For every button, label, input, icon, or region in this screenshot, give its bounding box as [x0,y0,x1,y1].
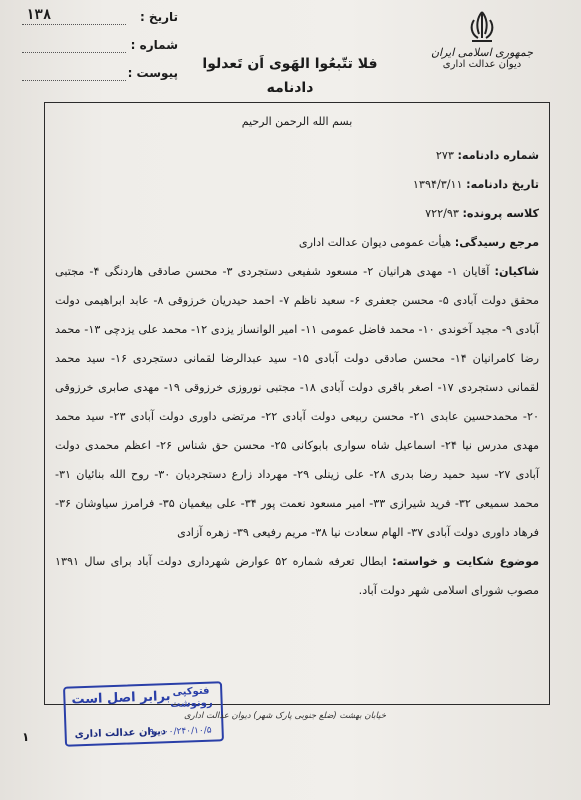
footer-address: خیابان بهشت (ضلع جنوبی پارک شهر) دیوان عدالت اداری [184,711,386,721]
verdict-number-line [55,141,539,170]
authority: هیأت عمومی دیوان عدالت اداری [298,236,452,249]
stamp-title: برابر اصل است [71,689,171,708]
number-label: شماره : [130,38,178,52]
case-number-line [55,199,539,228]
complainants-list: آقایان ۱- مهدی هرانیان ۲- مسعود شفیعی دستجردی ۳- محسن صادقی هاردنگی ۴- مجتبی محقق دولت آبادی ۵- محسن جعفری ۶- سعید ناظم ۷- احمد حیدریان خرزوقی ۸- عابد ابراهیمی دولت آبادی ۹- مجید آخوندی ۱۰- محمد فاضل عمومی ۱۱- امیر الوانساز یزدی ۱۲- محمد علی یزدچی ۱۳- محمد رضا کامرانیان ۱۴- محسن صادقی دولت آبادی ۱۵- سید عبدالرضا لقمانی دستجردی ۱۶- سید محمد لقمانی دستجردی ۱۷- اصغر باقری دولت آبادی ۱۸- مجتبی نوروزی خرزوقی ۱۹- مهدی صابری خرزوقی ۲۰- محمدحسین عابدی ۲۱- محسن ربیعی دولت آبادی ۲۲- مرتضی داوری دولت آبادی ۲۳- سید محمد مهدی مدرس نیا ۲۴- اسماعیل شاه سواری بابوکانی ۲۵- محسن حق شناس ۲۶- اعظم محمدی دولت آبادی ۲۷- سید حمید رضا بدری ۲۸- علی زینلی ۲۹- مهرداد زارع دستجردیان ۳۰- روح الله بنائیان ۳۱- محمد سمیعی ۳۲- فرید شیرازی ۳۳- امیر مسعود نعمت پور ۳۴- علی بیغمیان ۳۵- فرامرز سیاوشان ۳۶- فرهاد داوری دولت آبادی ۳۷- الهام سعادت نیا ۳۸- مریم رفیعی ۳۹- زهره آزادی [55,265,540,539]
header-fields [18,7,178,94]
verdict-date-line [55,170,539,199]
subject-paragraph [55,547,539,605]
verdict-date: ۱۳۹۴/۳/۱۱ [412,178,463,191]
attachment-field [18,66,178,94]
complainants-paragraph [55,257,539,547]
court-name: دیوان عدالت اداری [442,59,522,70]
basmala: بسم الله الرحمن الرحیم [241,115,353,128]
stamp-copy-type [170,686,213,711]
verdict-frame [44,102,550,708]
page-number: ۱ [22,730,30,744]
verdict-body [55,141,539,605]
date-value: ۱۳۸ [26,7,52,23]
court-letterhead [407,8,557,70]
authority-line [55,228,539,257]
attachment-label: پیوست : [127,66,178,80]
document-title: دادنامه [266,80,314,96]
date-field [18,7,178,38]
iran-emblem-icon [460,8,504,48]
case-number: ۷۲۲/۹۳ [425,207,459,220]
number-field [18,38,178,66]
stamp-code: ۹۰۰۰۰/۲۴۰/۱۰/۵ [149,725,212,738]
date-line [22,24,126,25]
verdict-number-label: شماره دادنامه: [457,149,539,162]
quran-verse: فلا تتّبعُوا الهَوی اَن تَعدلوا [202,56,378,72]
complainants-label: شاکیان: [494,265,540,278]
verdict-number: ۲۷۳ [435,149,454,162]
verdict-date-label: تاریخ دادنامه: [466,178,539,191]
stamp-copy-label: فتوکپی [172,685,210,698]
subject-text: ابطال تعرفه شماره ۵۲ عوارض شهرداری دولت آباد برای سال ۱۳۹۱ مصوب شورای اسلامی شهر دولت آباد. [55,555,539,597]
date-label: تاریخ : [139,10,178,24]
subject-label: موضوع شکایت و خواسته: [392,555,540,568]
country-name: جمهوری اسلامی ایران [430,46,534,59]
authority-label: مرجع رسیدگی: [454,236,539,249]
stamp-copy-label-2: رونوشت [170,697,213,711]
case-number-label: کلاسه پرونده: [462,207,539,220]
header-center [170,56,410,96]
attachment-line [22,80,126,81]
number-line [22,52,126,53]
stamp-office: دیوان عدالت اداری [74,726,167,741]
